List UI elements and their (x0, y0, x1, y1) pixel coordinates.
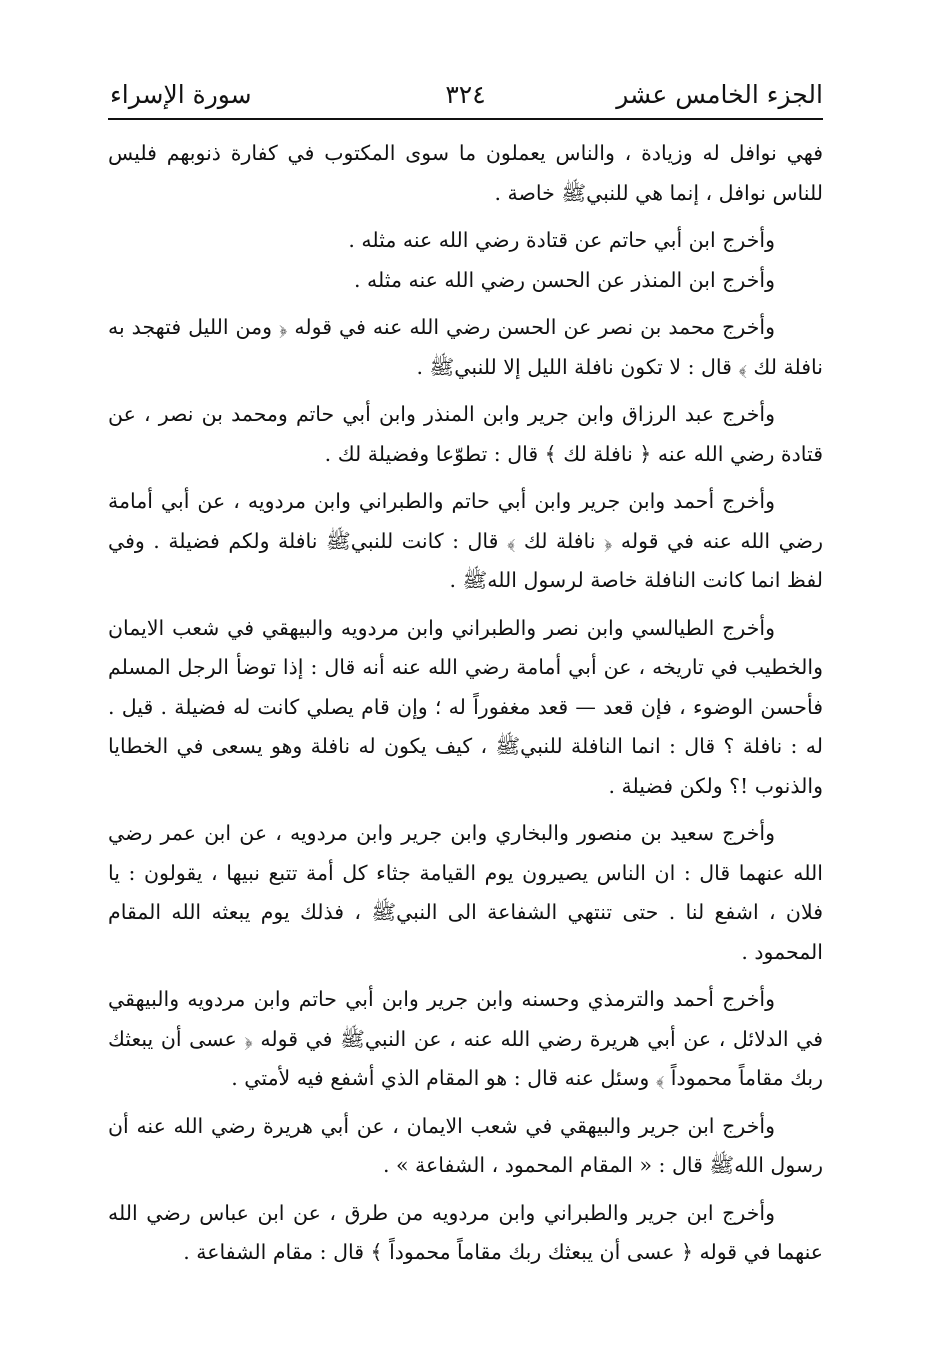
paragraph: وأخرج محمد بن نصر عن الحسن رضي الله عنه في قوله ﴿ ومن الليل فتهجد به نافلة لك ﴾ قال : لا تكون نافلة الليل إلا للنبيﷺ . (108, 315, 823, 379)
page (108, 70, 823, 1281)
paragraph: وأخرج عبد الرزاق وابن جرير وابن المنذر وابن أبي حاتم ومحمد بن نصر ، عن قتادة رضي الله عنه ﴿ نافلة لك ﴾ قال : تطوّعا وفضيلة لك . (108, 402, 823, 466)
paragraph: وأخرج الطيالسي وابن نصر والطبراني وابن مردويه والبيهقي في شعب الايمان والخطيب في تاريخه ، عن أبي أمامة رضي الله عنه أنه قال : إذا توضأ الرجل المسلم فأحسن الوضوء ، فإن قعد — قعد مغفوراً له ؛ وإن قام يصلي كانت له فضيلة . قيل . له : نافلة ؟ قال : انما النافلة للنبيﷺ ، كيف يكون له نافلة وهو يسعى في الخطايا والذنوب !؟ ولكن فضيلة . (108, 615, 823, 798)
surah-label: سورة الإسراء (110, 80, 252, 109)
juz-label: الجزء الخامس عشر (616, 80, 823, 109)
running-header (108, 70, 823, 120)
page-number: ٣٢٤ (445, 80, 486, 109)
paragraph: وأخرج ابن جرير والبيهقي في شعب الايمان ، عن أبي هريرة رضي الله عنه أن رسول اللهﷺ قال : « المقام المحمود ، الشفاعة » . (108, 1113, 823, 1177)
paragraph: وأخرج ابن المنذر عن الحسن رضي الله عنه مثله . (354, 267, 775, 292)
paragraph: وأخرج ابن أبي حاتم عن قتادة رضي الله عنه مثله . (348, 228, 775, 252)
paragraph: وأخرج أحمد وابن جرير وابن أبي حاتم والطبراني وابن مردويه ، عن أبي أمامة رضي الله عنه في قوله ﴿ نافلة لك ﴾ قال : كانت للنبيﷺ نافلة ولكم فضيلة . وفي لفظ انما كانت النافلة خاصة لرسول اللهﷺ . (108, 489, 823, 592)
paragraph: وأخرج سعيد بن منصور والبخاري وابن جرير وابن مردويه ، عن ابن عمر رضي الله عنهما قال : ان الناس يصيرون يوم القيامة جثاء كل أمة تتبع نبيها ، يقولون : يا فلان ، اشفع لنا . حتى تنتهي الشفاعة الى النبيﷺ ، فذلك يوم يبعثه الله المقام المحمود . (108, 821, 823, 964)
paragraph: فهي نوافل له وزيادة ، والناس يعملون ما سوى المكتوب في كفارة ذنوبهم فليس للناس نوافل ، إنما هي للنبيﷺ خاصة . (108, 141, 823, 205)
page-body (108, 134, 823, 1273)
paragraph: وأخرج ابن جرير والطبراني وابن مردويه من طرق ، عن ابن عباس رضي الله عنهما في قوله ﴿ عسى أن يبعثك ربك مقاماً محموداً ﴾ قال : مقام الشفاعة . (108, 1200, 823, 1264)
paragraph: وأخرج أحمد والترمذي وحسنه وابن جرير وابن أبي حاتم وابن مردويه والبيهقي في الدلائل ، عن أبي هريرة رضي الله عنه ، عن النبيﷺ في قوله ﴿ عسى أن يبعثك ربك مقاماً محموداً ﴾ وسئل عنه قال : هو المقام الذي أشفع فيه لأمتي . (108, 987, 823, 1090)
